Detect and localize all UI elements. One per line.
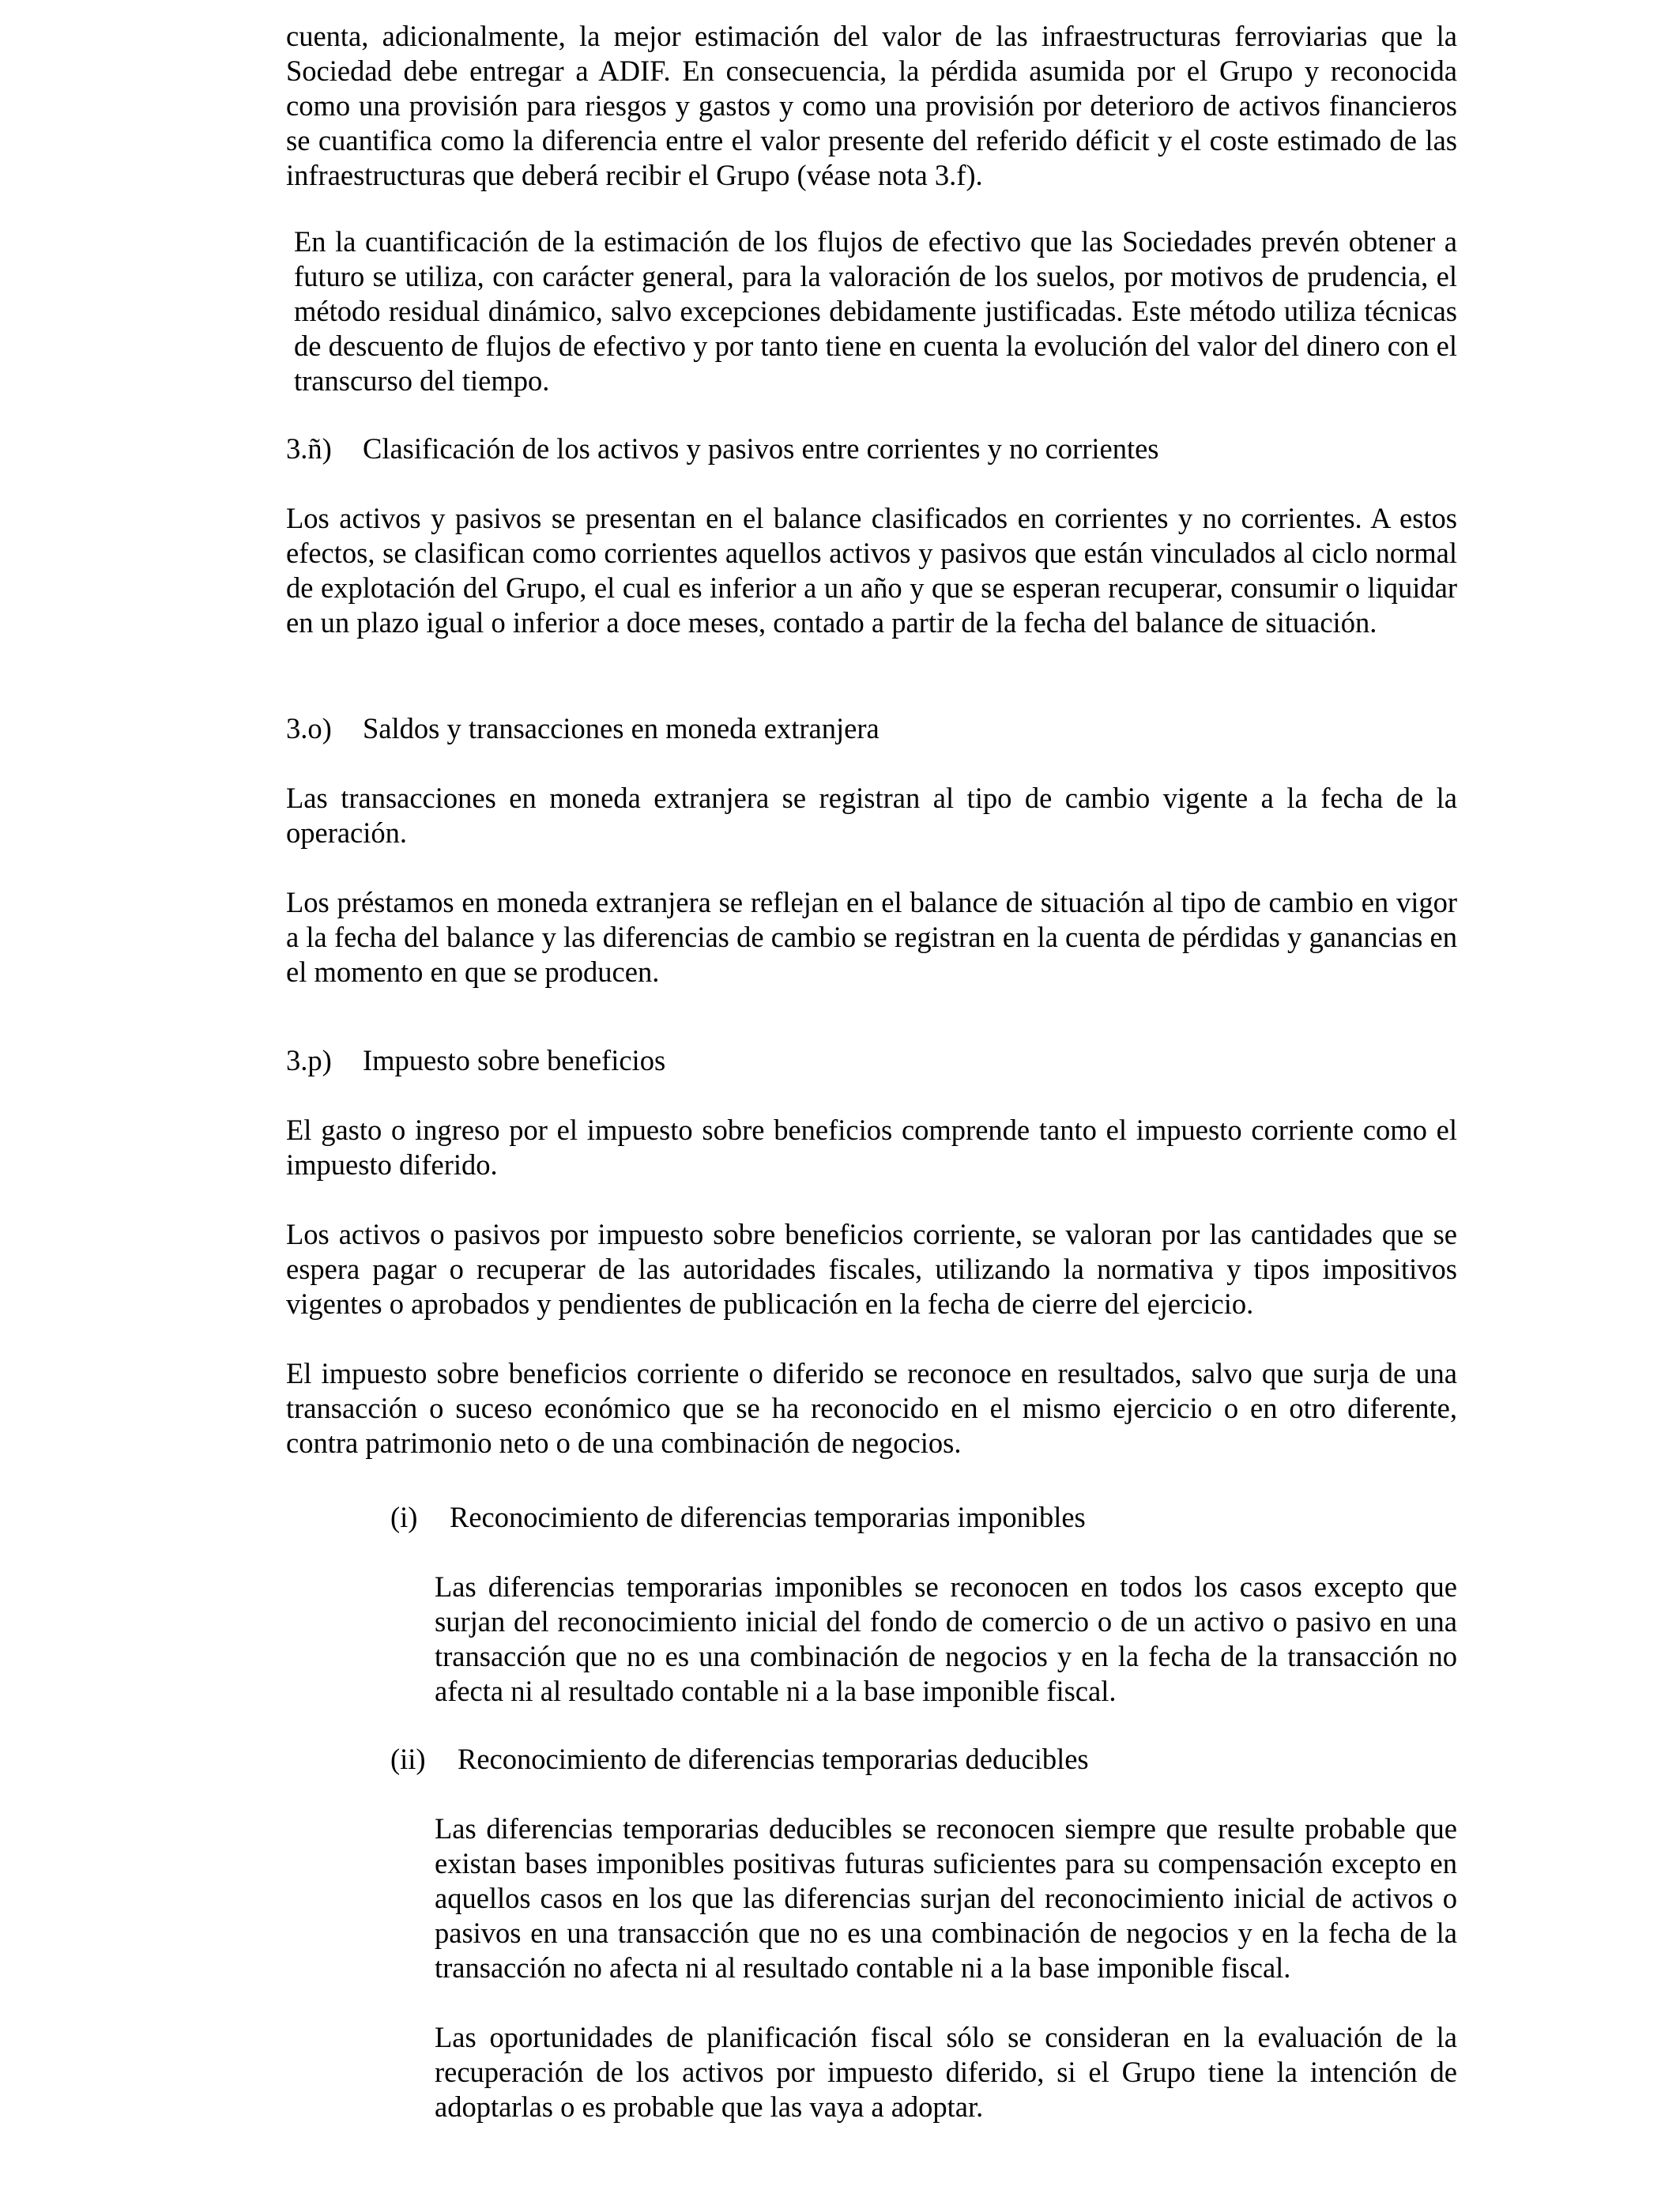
section-number: 3.ñ) xyxy=(286,432,332,465)
subsection-number: (i) xyxy=(390,1501,418,1533)
section-title: Saldos y transacciones en moneda extranjera xyxy=(363,712,880,745)
section-number: 3.o) xyxy=(286,712,332,745)
subsection-heading-i xyxy=(390,1500,1086,1535)
subsection-heading-ii xyxy=(390,1742,1089,1777)
paragraph-current-noncurrent: Los activos y pasivos se presentan en el balance clasificados en corrientes y no corrientes. A estos efectos, se clasifican como corrientes aquellos activos y pasivos que están vinculados al ciclo normal de explotación del Grupo, el cual es inferior a un año y que se esperan recuperar, consumir o liquidar en un plazo igual o inferior a doce meses, contado a partir de la fecha del balance de situación. xyxy=(286,502,1457,639)
section-heading-3n xyxy=(286,432,1159,466)
subsection-title: Reconocimiento de diferencias temporarias imponibles xyxy=(450,1501,1086,1533)
paragraph-foreign-loans: Los préstamos en moneda extranjera se reflejan en el balance de situación al tipo de cambio en vigor a la fecha del balance y las diferencias de cambio se registran en la cuenta de pérdidas y ganancias en el momento en que se producen. xyxy=(286,886,1457,988)
paragraph-tax-expense: El gasto o ingreso por el impuesto sobre beneficios comprende tanto el impuesto corriente como el impuesto diferido. xyxy=(286,1114,1457,1181)
paragraph-tax-planning: Las oportunidades de planificación fiscal sólo se consideran en la evaluación de la recuperación de los activos por impuesto diferido, si el Grupo tiene la intención de adoptarlas o es probable que las vaya a adoptar. xyxy=(435,2021,1457,2123)
section-number: 3.p) xyxy=(286,1044,332,1076)
paragraph-provision-estimate: cuenta, adicionalmente, la mejor estimación del valor de las infraestructuras ferroviarias que la Sociedad debe entregar a ADIF. En consecuencia, la pérdida asumida por el Grupo y reconocida como una provisión para riesgos y gastos y como una provisión por deterioro de activos financieros se cuantifica como la diferencia entre el valor presente del referido déficit y el coste estimado de las infraestructuras que deberá recibir el Grupo (véase nota 3.f). xyxy=(286,20,1457,191)
paragraph-tax-recognition: El impuesto sobre beneficios corriente o diferido se reconoce en resultados, salvo que surja de una transacción o suceso económico que se ha reconocido en el mismo ejercicio o en otro diferente, contra patrimonio neto o de una combinación de negocios. xyxy=(286,1357,1457,1459)
section-title: Clasificación de los activos y pasivos entre corrientes y no corrientes xyxy=(363,432,1159,465)
paragraph-cash-flow-estimation: En la cuantificación de la estimación de los flujos de efectivo que las Sociedades prevén obtener a futuro se utiliza, con carácter general, para la valoración de los suelos, por motivos de prudencia, el método residual dinámico, salvo excepciones debidamente justificadas. Este método utiliza técnicas de descuento de flujos de efectivo y por tanto tiene en cuenta la evolución del valor del dinero con el transcurso del tiempo. xyxy=(294,225,1457,397)
paragraph-deductible-differences: Las diferencias temporarias deducibles se reconocen siempre que resulte probable que existan bases imponibles positivas futuras suficientes para su compensación excepto en aquellos casos en los que las diferencias surjan del reconocimiento inicial de activos o pasivos en una transacción que no es una combinación de negocios y en la fecha de la transacción no afecta ni al resultado contable ni a la base imponible fiscal. xyxy=(435,1812,1457,1984)
section-heading-3o xyxy=(286,711,880,746)
paragraph-foreign-transactions: Las transacciones en moneda extranjera se registran al tipo de cambio vigente a la fecha de la operación. xyxy=(286,782,1457,849)
section-title: Impuesto sobre beneficios xyxy=(363,1044,666,1076)
subsection-title: Reconocimiento de diferencias temporarias deducibles xyxy=(458,1743,1089,1775)
section-heading-3p xyxy=(286,1043,665,1078)
paragraph-current-tax-valuation: Los activos o pasivos por impuesto sobre beneficios corriente, se valoran por las cantidades que se espera pagar o recuperar de las autoridades fiscales, utilizando la normativa y tipos impositivos vigentes o aprobados y pendientes de publicación en la fecha de cierre del ejercicio. xyxy=(286,1218,1457,1320)
paragraph-taxable-differences: Las diferencias temporarias imponibles se reconocen en todos los casos excepto que surjan del reconocimiento inicial del fondo de comercio o de un activo o pasivo en una transacción que no es una combinación de negocios y en la fecha de la transacción no afecta ni al resultado contable ni a la base imponible fiscal. xyxy=(435,1570,1457,1707)
subsection-number: (ii) xyxy=(390,1743,426,1775)
